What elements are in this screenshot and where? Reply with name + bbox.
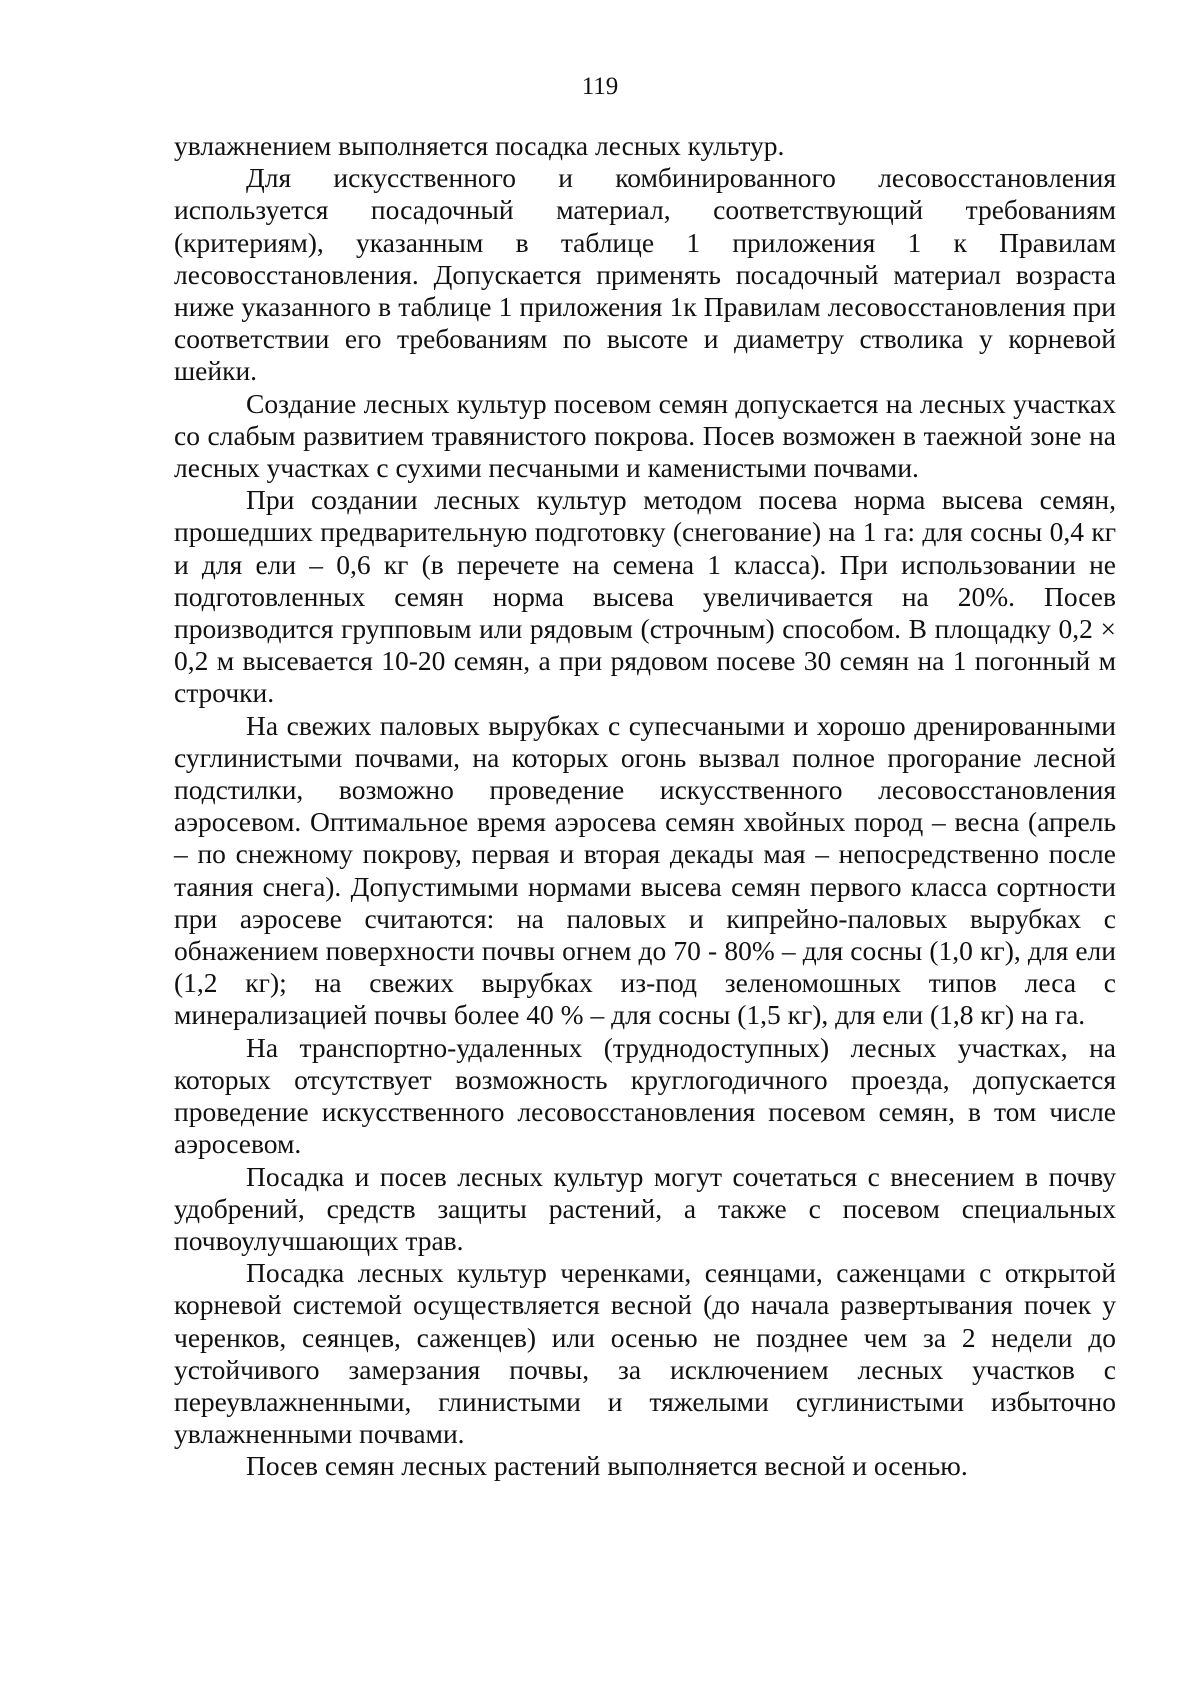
- page-number: 119: [581, 73, 619, 100]
- paragraph-continuation: увлажнением выполняется посадка лесных культур.: [174, 130, 785, 161]
- document-body: [174, 130, 1116, 1483]
- paragraph-seeding-conditions: Создание лесных культур посевом семян допускается на лесных участках со слабым развитием травянистого покрова. Посев возможен в таежной зоне на лесных участках с сухими песчаными и каменистыми почвами.: [174, 387, 1116, 484]
- paragraph-aerial-seeding: На свежих паловых вырубках с супесчаными и хорошо дренированными суглинистыми почвами, на которых огонь вызвал полное прогорание лесной подстилки, возможно проведение искусственного лесовосстановления аэросевом. Оптимальное время аэросева семян хвойных пород – весна (апрель – по снежному покрову, первая и вторая декады мая – непосредственно после таяния снега). Допустимыми нормами высева семян первого класса сортности при аэросеве считаются: на паловых и кипрейно-паловых вырубках с обнажением поверхности почвы огнем до 70 - 80% – для сосны (1,0 кг), для ели (1,2 кг); на свежих вырубках из-под зеленомошных типов леса с минерализацией почвы более 40 % – для сосны (1,5 кг), для ели (1,8 кг) на га.: [174, 709, 1116, 1031]
- paragraph-planting-season: Посадка лесных культур черенками, сеянцами, саженцами с открытой корневой системой осуществляется весной (до начала развертывания почек у черенков, сеянцев, саженцев) или осенью не позднее чем за 2 недели до устойчивого замерзания почвы, за исключением лесных участков с переувлажненными, глинистыми и тяжелыми суглинистыми избыточно увлажненными почвами.: [174, 1257, 1116, 1450]
- paragraph-sowing-season: Посев семян лесных растений выполняется весной и осенью.: [246, 1450, 968, 1482]
- paragraph-remote-areas: На транспортно-удаленных (труднодоступных) лесных участках, на которых отсутствует возможность круглогодичного проезда, допускается проведение искусственного лесовосстановления посевом семян, в том числе аэросевом.: [174, 1031, 1116, 1160]
- paragraph-seeding-rates: При создании лесных культур методом посева норма высева семян, прошедших предварительную подготовку (снегование) на 1 га: для сосны 0,4 кг и для ели – 0,6 кг (в перечете на семена 1 класса). При использовании не подготовленных семян норма высева увеличивается на 20%. Посев производится групповым или рядовым (строчным) способом. В площадку 0,2 × 0,2 м высевается 10-20 семян, а при рядовом посеве 30 семян на 1 погонный м строчки.: [174, 484, 1116, 709]
- paragraph-fertilizers: Посадка и посев лесных культур могут сочетаться с внесением в почву удобрений, средств защиты растений, а также с посевом специальных почвоулучшающих трав.: [174, 1160, 1116, 1256]
- paragraph-planting-material: Для искусственного и комбинированного лесовосстановления используется посадочный материал, соответствующий требованиям (критериям), указанным в таблице 1 приложения 1 к Правилам лесовосстановления. Допускается применять посадочный материал возраста ниже указанного в таблице 1 приложения 1к Правилам лесовосстановления при соответствии его требованиям по высоте и диаметру стволика у корневой шейки.: [174, 162, 1116, 387]
